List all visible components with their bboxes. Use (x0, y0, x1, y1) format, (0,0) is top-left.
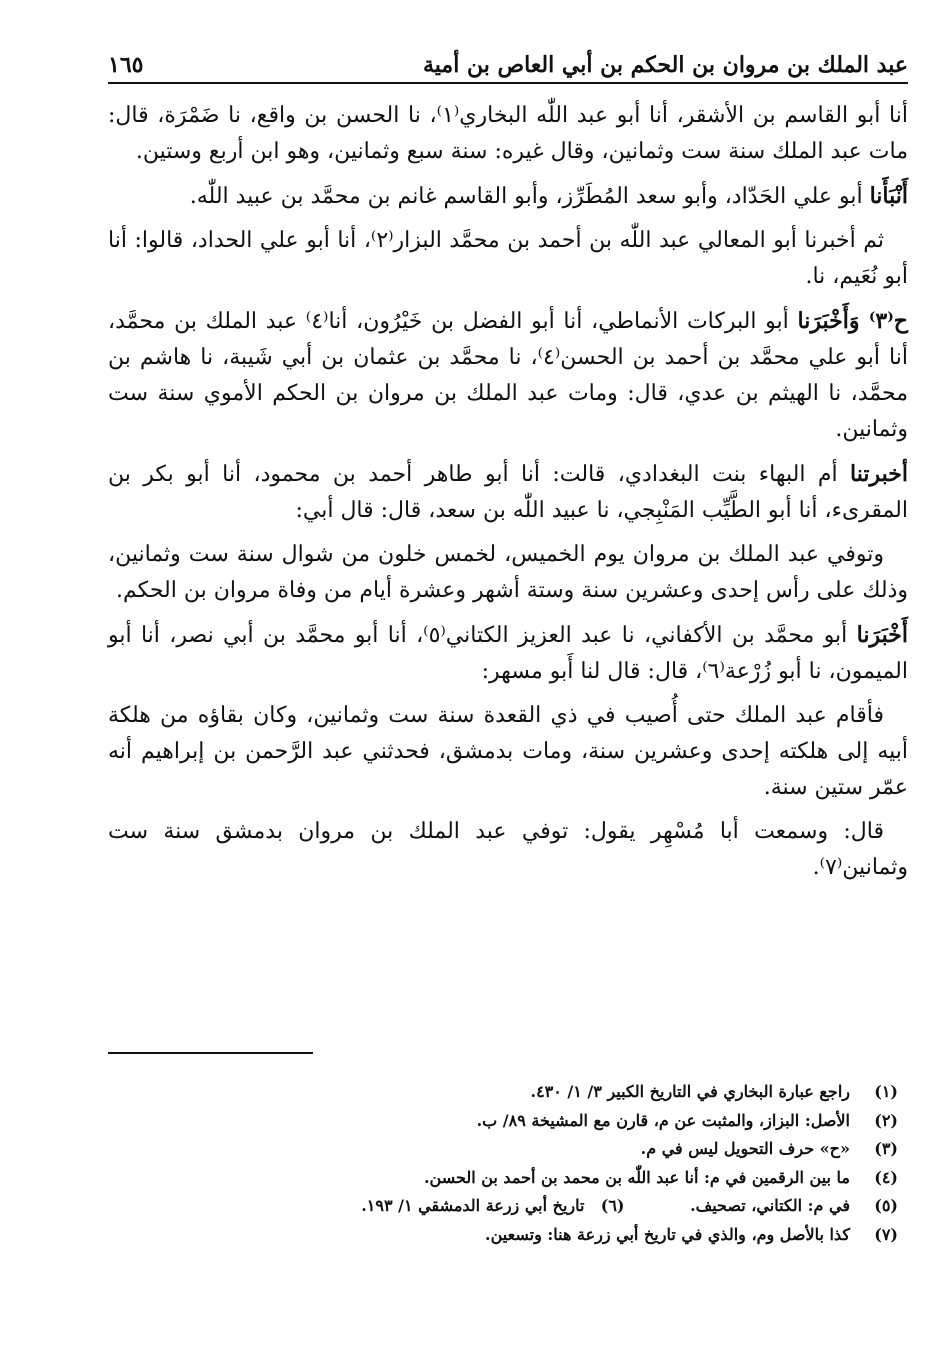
paragraph-9 (108, 814, 908, 886)
document-page (108, 40, 908, 1330)
paragraph-lead: أخبرتنا (850, 461, 908, 487)
paragraph-5 (108, 456, 908, 529)
footnote-number: (٤) (874, 1167, 898, 1187)
paragraph-lead: ح⁽٣⁾ وَأَخْبَرَنا (797, 308, 908, 334)
paragraph-lead: أَخْبَرَنا (856, 622, 908, 648)
paragraph-text: أم البهاء بنت البغدادي، قالت: أنا أبو طاهر أحمد بن محمود، أنا أبو بكر بن المقرىء، أنا أبو الطَّيِّب المَنْبِجي، نا عبيد اللّٰه بن سعد، قال: قال أبي: (108, 462, 908, 523)
footnote-2 (108, 1107, 898, 1136)
paragraph-text: أنا أبو القاسم بن الأشقر، أنا أبو عبد اللّٰه البخاري⁽١⁾، نا الحسن بن واقع، نا ضَمْرَة، قال: مات عبد الملك سنة ست وثمانين، وقال غيره: سنة سبع وثمانين، وهو ابن أربع وستين. (108, 103, 908, 164)
paragraph-6 (108, 537, 908, 609)
footnote-divider (108, 1052, 313, 1054)
footnote-number: (٦) (600, 1196, 625, 1215)
footnotes (108, 1078, 898, 1249)
footnote-text: الأصل: البزاز، والمثبت عن م، قارن مع المشيخة ٨٩/ ب. (476, 1110, 850, 1130)
footnote-6 (361, 1192, 624, 1221)
footnote-text: تاريخ أبي زرعة الدمشقي ١/ ١٩٣. (361, 1196, 585, 1215)
footnote-5 (108, 1192, 898, 1221)
paragraph-1 (108, 98, 908, 170)
page-header (108, 40, 908, 84)
paragraph-text: فأقام عبد الملك حتى أُصيب في ذي القعدة سنة ست وثمانين، وكان بقاؤه من هلكة أبيه إلى هلكته إحدى وعشرين سنة، ومات بدمشق، فحدثني عبد الرَّحمن بن إبراهيم أنه عمّر ستين سنة. (108, 703, 908, 800)
footnote-text: كذا بالأصل وم، والذي في تاريخ أبي زرعة هنا: وتسعين. (485, 1224, 850, 1244)
paragraph-text: أبو البركات الأنماطي، أنا أبو الفضل بن خَيْرُون، أنا⁽٤⁾ عبد الملك بن محمَّد، أنا أبو علي محمَّد بن أحمد بن الحسن⁽٤⁾، نا محمَّد بن عثمان بن أبي شَيبة، نا هاشم بن محمَّد، نا الهيثم بن عدي، قال: ومات عبد الملك بن مروان بن الحكم الأموي سنة ست وثمانين. (108, 309, 908, 442)
paragraph-text: أبو علي الحَدّاد، وأبو سعد المُطَرِّز، وأبو القاسم غانم بن محمَّد بن عبيد اللّٰه. (189, 184, 870, 209)
paragraph-text: قال: وسمعت أبا مُسْهِر يقول: توفي عبد الملك بن مروان بدمشق سنة ست وثمانين⁽٧⁾. (108, 819, 908, 880)
paragraph-7 (108, 617, 908, 690)
footnote-1 (108, 1078, 898, 1107)
paragraph-lead: أَنْبَأَنا (869, 183, 908, 209)
main-text (108, 98, 908, 886)
paragraph-3 (108, 223, 908, 295)
footnote-number: (١) (874, 1082, 898, 1101)
footnote-number: (٧) (874, 1224, 898, 1244)
paragraph-text: ثم أخبرنا أبو المعالي عبد اللّٰه بن أحمد بن محمَّد البزار⁽٢⁾، أنا أبو علي الحداد، قالوا: أنا أبو نُعَيم، نا. (108, 228, 908, 289)
running-title: عبد الملك بن مروان بن الحكم بن أبي العاص بن أمية (423, 52, 908, 78)
paragraph-text: أبو محمَّد بن الأكفاني، نا عبد العزيز الكتاني⁽٥⁾، أنا أبو محمَّد بن أبي نصر، أنا أبو الميمون، نا أبو زُرْعة⁽٦⁾، قال: قال لنا أَبو مسهر: (108, 623, 908, 684)
footnote-4 (108, 1164, 898, 1193)
footnote-7 (108, 1221, 898, 1250)
footnote-number: (٥) (874, 1196, 898, 1215)
footnote-text: ما بين الرقمين في م: أنا عبد اللّٰه بن محمد بن أحمد بن الحسن. (423, 1167, 850, 1187)
footnote-number: (٣) (874, 1139, 898, 1158)
paragraph-text: وتوفي عبد الملك بن مروان يوم الخميس، لخمس خلون من شوال سنة ست وثمانين، وذلك على رأس إحدى وعشرين سنة وستة أشهر وعشرة أيام من وفاة مروان بن الحكم. (108, 542, 908, 603)
footnote-number: (٢) (874, 1110, 898, 1130)
footnote-text: في م: الكتاني، تصحيف. (690, 1196, 850, 1215)
paragraph-2 (108, 178, 908, 215)
footnote-text: راجع عبارة البخاري في التاريخ الكبير ٣/ ١/ ٤٣٠. (530, 1082, 850, 1101)
footnote-3 (108, 1135, 898, 1164)
page-number: ١٦٥ (108, 52, 144, 78)
footnote-text: «ح» حرف التحويل ليس في م. (640, 1139, 850, 1158)
paragraph-4 (108, 303, 908, 448)
paragraph-8 (108, 698, 908, 806)
